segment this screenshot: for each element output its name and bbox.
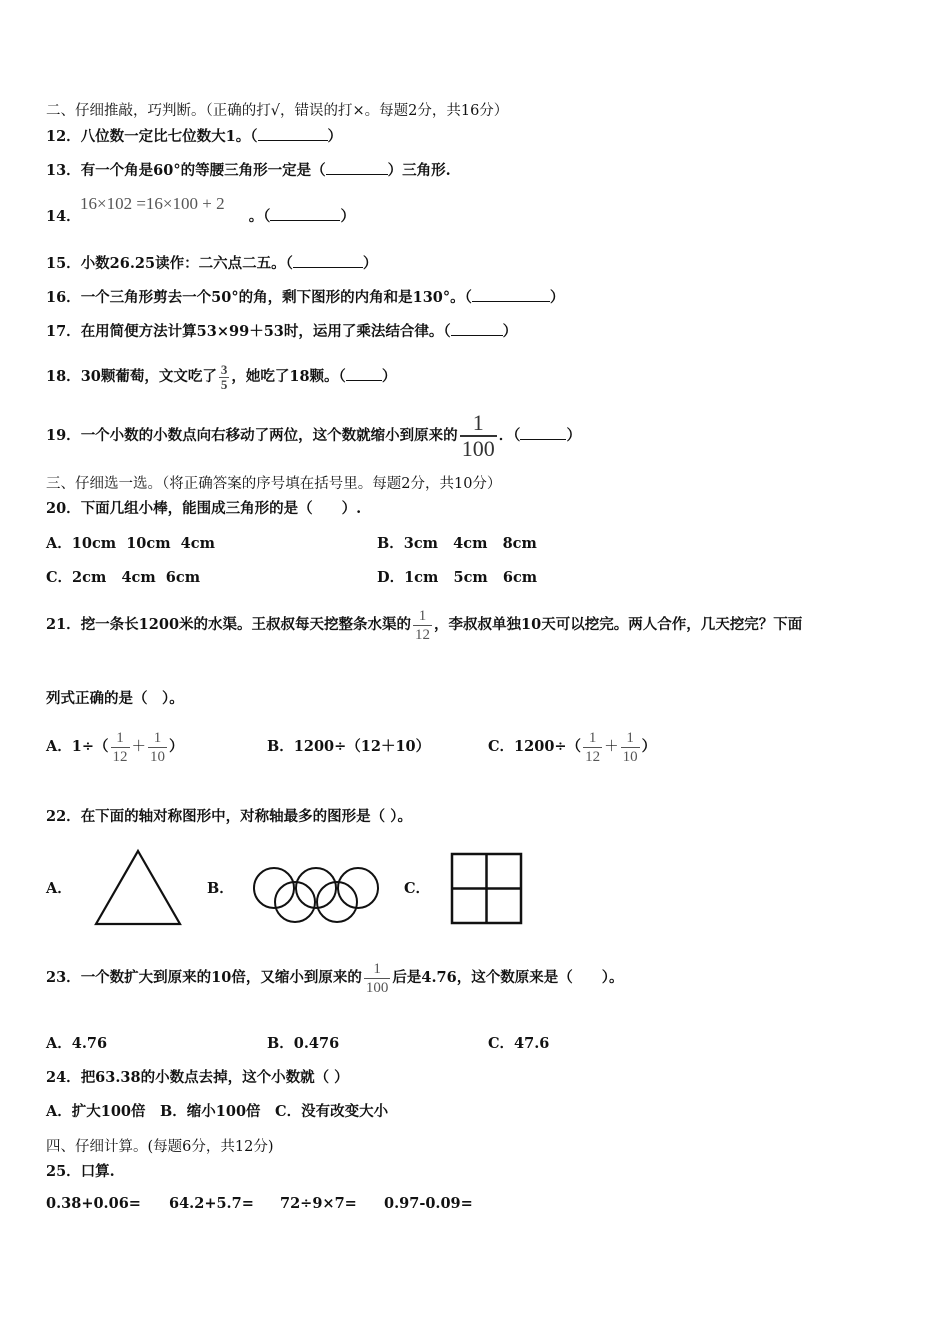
q22-option-b-label[interactable]: B． xyxy=(207,880,234,897)
q21-option-c[interactable]: C．1200÷（ $\frac{1}{12}$ ＋ $\frac{1}{10}$ ） xyxy=(488,729,657,765)
section-3-title: 三、仔细选一选。（将正确答案的序号填在括号里。每题2分，共10分） xyxy=(46,476,502,492)
q23-option-a[interactable]: A．4.76 xyxy=(46,1035,108,1052)
q20-option-d[interactable]: D．1cm 5cm 6cm xyxy=(377,569,538,586)
answer-blank[interactable] xyxy=(472,289,550,302)
triangle-figure xyxy=(92,848,184,928)
square-grid-figure xyxy=(449,851,525,927)
answer-blank[interactable] xyxy=(451,323,503,336)
fraction-1-12: $\frac{1}{12}$ xyxy=(415,607,431,643)
fraction-1-12: $\frac{1}{12}$ xyxy=(585,729,601,765)
q21-option-a[interactable]: A．1÷（ $\frac{1}{12}$ ＋ $\frac{1}{10}$ ） xyxy=(46,729,184,765)
question-19: 19．一个小数的小数点向右移动了两位，这个数就缩小到原来的 $\frac{1}{100}$ ．（ ） xyxy=(46,410,581,461)
question-16: 16．一个三角形剪去一个50°的角，剩下图形的内角和是130°。（ ） xyxy=(46,289,565,306)
question-23: 23．一个数扩大到原来的10倍，又缩小到原来的 $\frac{1}{100}$ 后是4.76，这个数原来是（ ）。 xyxy=(46,960,624,996)
fraction-1-10: $\frac{1}{10}$ xyxy=(622,729,638,765)
question-14: 14． 。（ ） xyxy=(46,208,355,225)
calc-item: 0.97-0.09= xyxy=(384,1195,473,1212)
q20-option-c[interactable]: C．2cm 4cm 6cm xyxy=(46,569,201,586)
question-20: 20．下面几组小棒，能围成三角形的是（ ）. xyxy=(46,500,362,517)
q23-option-b[interactable]: B．0.476 xyxy=(267,1035,340,1052)
answer-blank[interactable] xyxy=(293,255,363,268)
answer-blank[interactable] xyxy=(326,162,388,175)
calc-item: 72÷9×7= xyxy=(280,1195,357,1212)
section-4-title: 四、仔细计算。(每题6分，共12分) xyxy=(46,1139,274,1155)
fraction-1-10: $\frac{1}{10}$ xyxy=(150,729,166,765)
question-21-cont: 列式正确的是（ ）。 xyxy=(46,690,184,707)
fraction-3-5: $\frac{3}{5}$ xyxy=(220,361,228,392)
question-13: 13．有一个角是60°的等腰三角形一定是（ ）三角形. xyxy=(46,162,451,179)
question-25: 25．口算. xyxy=(46,1163,115,1180)
answer-blank[interactable] xyxy=(346,368,382,381)
q20-option-b[interactable]: B．3cm 4cm 8cm xyxy=(377,535,537,552)
question-24: 24．把63.38的小数点去掉，这个小数就（ ） xyxy=(46,1069,349,1086)
answer-blank[interactable] xyxy=(270,208,340,221)
question-15: 15．小数26.25读作：二六点二五。（ ） xyxy=(46,255,378,272)
q23-option-c[interactable]: C．47.6 xyxy=(488,1035,550,1052)
calc-item: 0.38+0.06= xyxy=(46,1195,141,1212)
q24-options[interactable]: A．扩大100倍 B．缩小100倍 C．没有改变大小 xyxy=(46,1103,389,1120)
q21-option-b[interactable]: B．1200÷（12＋10） xyxy=(267,738,431,755)
section-2-title: 二、仔细推敲，巧判断。（正确的打√，错误的打×。每题2分，共16分） xyxy=(46,103,509,119)
olympic-rings-figure xyxy=(250,864,382,926)
question-21: 21．挖一条长1200米的水渠。王叔叔每天挖整条水渠的 $\frac{1}{12}$ ，李叔叔单独10天可以挖完。两人合作，几天挖完？下面 xyxy=(46,607,803,643)
calc-item: 64.2+5.7= xyxy=(169,1195,254,1212)
q14-formula: 16×102 =16×100 + 2 xyxy=(80,194,225,213)
answer-blank[interactable] xyxy=(258,128,328,141)
fraction-1-12: $\frac{1}{12}$ xyxy=(112,729,128,765)
question-22: 22．在下面的轴对称图形中，对称轴最多的图形是（ ）。 xyxy=(46,808,412,825)
q20-option-a[interactable]: A．10cm 10cm 4cm xyxy=(46,535,215,552)
q22-option-c-label[interactable]: C． xyxy=(404,880,431,897)
answer-blank[interactable] xyxy=(520,427,566,440)
question-12: 12．八位数一定比七位数大1。（ ） xyxy=(46,128,343,145)
question-18: 18．30颗葡萄，文文吃了 $\frac{3}{5}$ ，她吃了18颗。（ ） xyxy=(46,361,397,392)
q22-option-a-label[interactable]: A． xyxy=(46,880,72,897)
fraction-1-100: $\frac{1}{100}$ xyxy=(461,410,495,461)
question-17: 17．在用简便方法计算53×99＋53时，运用了乘法结合律。（ ） xyxy=(46,323,518,340)
fraction-1-100: $\frac{1}{100}$ xyxy=(365,960,389,996)
